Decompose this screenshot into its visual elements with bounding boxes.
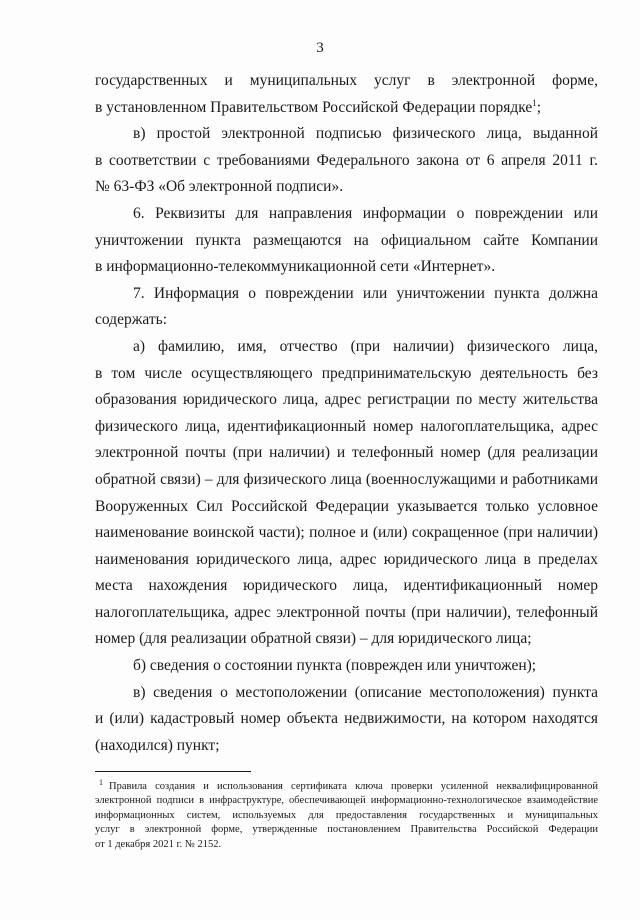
- text-line: [95, 653, 598, 680]
- body-text: [95, 68, 598, 759]
- footnote-line-content: услуг в электронной форме, утвержденные постановлением Правительства Российской Федерации: [95, 824, 598, 836]
- text-line: [95, 334, 598, 361]
- text-line-content: в) сведения о местоположении (описание местоположения) пункта: [133, 683, 598, 701]
- text-line-content: в) простой электронной подписью физического лица, выданной: [133, 125, 598, 143]
- text-line: [95, 626, 598, 653]
- text-line-tail: ;: [536, 98, 542, 116]
- text-line: [95, 68, 598, 95]
- text-line: [95, 228, 598, 255]
- footnote-line: [95, 838, 598, 852]
- footnote-line: [95, 777, 598, 794]
- text-line: [95, 148, 598, 175]
- text-line-content: 6. Реквизиты для направления информации о повреждении или: [133, 204, 598, 222]
- text-line-content: в установленном Правительством Российской Федерации порядке: [95, 98, 533, 116]
- text-line: [95, 600, 598, 627]
- text-line: [95, 573, 598, 600]
- text-line-content: электронной почты (при наличии) и телефонный номер (для реализации: [95, 444, 598, 462]
- text-line-content: наименование воинской части); полное и (или) сокращенное (при наличии): [95, 524, 598, 542]
- footnote-line-content: от 1 декабря 2021 г. № 2152.: [95, 838, 222, 850]
- footnote-line-content: электронной подписи в инфраструктуре, обеспечивающей информационно-технологическое взаимодействие: [95, 795, 598, 807]
- text-line-content: в соответствии с требованиями Федерального закона от 6 апреля 2011 г.: [95, 151, 598, 169]
- text-line-content: Вооруженных Сил Российской Федерации указывается только условное: [95, 497, 598, 515]
- text-line-content: уничтожении пункта размещаются на официальном сайте Компании: [95, 231, 598, 249]
- text-line-content: в том числе осуществляющего предпринимательскую деятельность без: [95, 364, 598, 382]
- text-line: [95, 706, 598, 733]
- text-line-content: места нахождения юридического лица, идентификационный номер: [95, 577, 598, 595]
- footnote: [95, 777, 598, 852]
- text-line: [95, 680, 598, 707]
- text-line: [95, 201, 598, 228]
- footnote-mark: 1: [99, 777, 103, 787]
- text-line-content: номер (для реализации обратной связи) – для юридического лица;: [95, 630, 532, 648]
- text-line: [95, 414, 598, 441]
- text-line: [95, 307, 598, 334]
- text-line-content: налогоплательщика, адрес электронной почты (при наличии), телефонный: [95, 603, 598, 621]
- text-line-content: образования юридического лица, адрес регистрации по месту жительства: [95, 391, 598, 409]
- footnote-line: [95, 809, 598, 823]
- footnote-line-content: Правила создания и использования сертификата ключа проверки усиленной неквалифицированной: [109, 781, 598, 792]
- text-line: [95, 387, 598, 414]
- footnote-separator: [95, 771, 251, 772]
- text-line: [95, 174, 598, 201]
- text-line-content: физического лица, идентификационный номер налогоплательщика, адрес: [95, 417, 598, 435]
- text-line: [95, 254, 598, 281]
- text-line: [95, 121, 598, 148]
- page-number: 3: [316, 40, 324, 56]
- text-line-content: и (или) кадастровый номер объекта недвижимости, на котором находятся: [95, 710, 598, 728]
- text-line: [95, 547, 598, 574]
- footnote-line: [95, 823, 598, 837]
- text-line-content: № 63-ФЗ «Об электронной подписи».: [95, 178, 344, 196]
- text-line: [95, 95, 598, 122]
- text-line-content: наименования юридического лица, адрес юридического лица в пределах: [95, 550, 598, 568]
- text-line: [95, 361, 598, 388]
- text-line-content: государственных и муниципальных услуг в электронной форме,: [95, 72, 598, 89]
- text-line: [95, 494, 598, 521]
- text-line-content: б) сведения о состоянии пункта (поврежден или уничтожен);: [133, 657, 537, 675]
- footnote-reference: 1: [532, 97, 537, 108]
- text-line: [95, 467, 598, 494]
- text-line-content: в информационно-телекоммуникационной сети «Интернет».: [95, 258, 496, 276]
- text-line: [95, 733, 598, 760]
- text-line-content: а) фамилию, имя, отчество (при наличии) физического лица,: [133, 337, 598, 355]
- text-line-content: содержать:: [95, 311, 168, 329]
- text-line: [95, 520, 598, 547]
- footnote-line: [95, 794, 598, 808]
- text-line: [95, 281, 598, 308]
- text-line-content: (находился) пункт;: [95, 736, 220, 754]
- footnote-line-content: информационных систем, используемых для предоставления государственных и муниципальных: [95, 809, 598, 821]
- text-line-content: 7. Информация о повреждении или уничтожении пункта должна: [133, 284, 598, 302]
- text-line: [95, 440, 598, 467]
- text-line-content: обратной связи) – для физического лица (военнослужащими и работниками: [95, 470, 598, 488]
